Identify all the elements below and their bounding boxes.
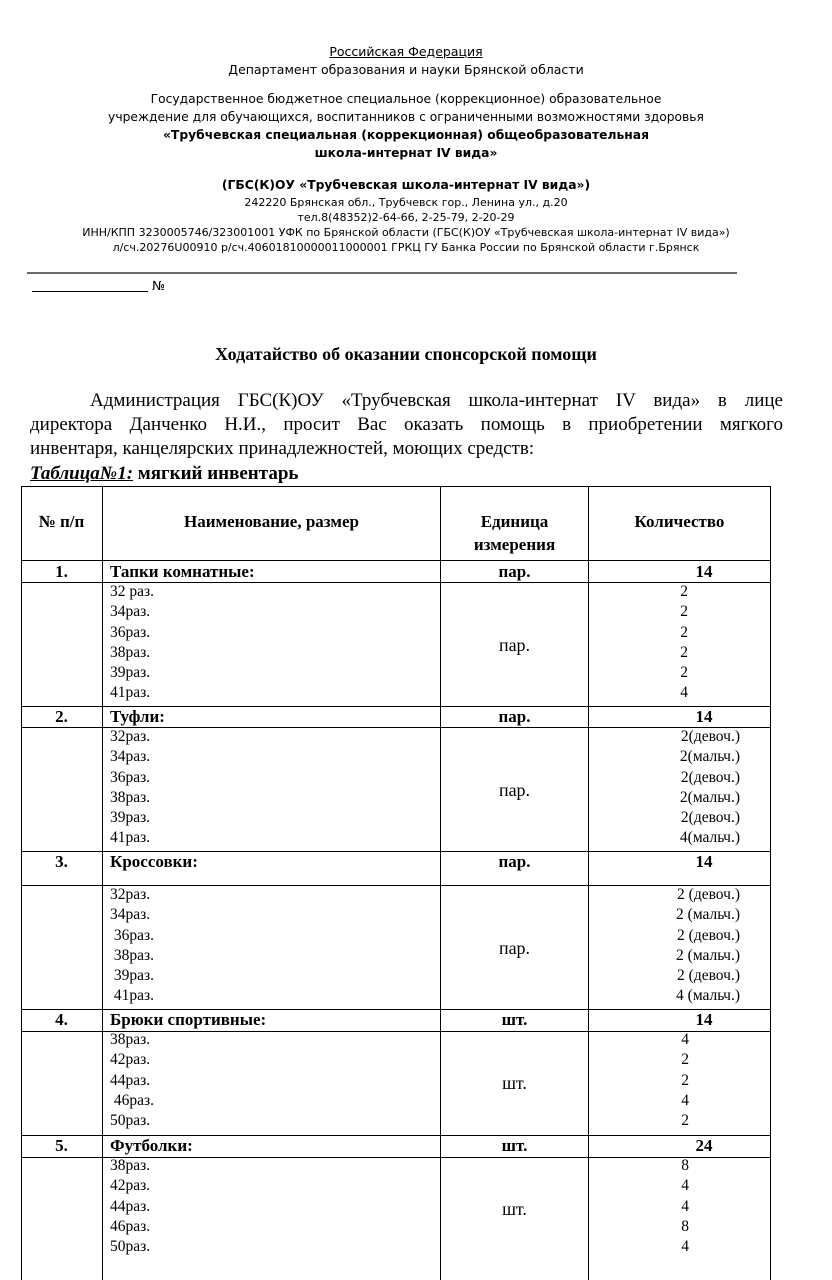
letterhead-school-name-line1: «Трубчевская специальная (коррекционная) общеобразовательная xyxy=(162,128,649,142)
size-list xyxy=(110,1030,440,1131)
size-item: 44раз. xyxy=(110,1197,151,1215)
group-number: 3. xyxy=(55,852,68,871)
table-caption-label: Таблица№1: xyxy=(30,463,134,484)
group-unit: пар. xyxy=(498,562,531,581)
size-item: 38раз. xyxy=(110,643,151,661)
letterhead-phones: тел.8(48352)2-64-66, 2-25-79, 2-20-29 xyxy=(297,211,515,224)
group-unit: шт. xyxy=(501,1010,528,1029)
quantity-item: 4 xyxy=(681,1091,689,1109)
quantity-item: 2 (девоч.) xyxy=(677,886,740,903)
size-item: 39раз. xyxy=(110,664,151,682)
quantity-list xyxy=(589,1156,689,1257)
letterhead-institution-line1: Государственное бюджетное специальное (коррекционное) образовательное xyxy=(150,92,662,106)
quantity-item: 2 xyxy=(680,643,688,661)
size-item: 34раз. xyxy=(110,906,151,924)
group-unit: пар. xyxy=(498,852,531,871)
quantity-item: 4 xyxy=(681,1177,689,1195)
letterhead-department: Департамент образования и науки Брянской области xyxy=(228,62,584,77)
quantity-list xyxy=(589,582,688,704)
detail-unit: шт. xyxy=(502,1199,527,1219)
group-total: 24 xyxy=(695,1136,713,1155)
quantity-list xyxy=(589,727,740,849)
quantity-item: 2(девоч.) xyxy=(680,768,740,786)
detail-unit: шт. xyxy=(502,1073,527,1093)
table-border-left xyxy=(21,486,22,1280)
group-number: 2. xyxy=(55,707,68,726)
quantity-item: 2(мальч.) xyxy=(679,788,740,806)
table-caption-text: мягкий инвентарь xyxy=(133,463,299,484)
quantity-item: 2 (девоч.) xyxy=(677,967,740,985)
size-item: 42раз. xyxy=(110,1051,151,1069)
size-item: 36раз. xyxy=(110,768,151,786)
size-item: 39раз. xyxy=(110,967,155,985)
quantity-list xyxy=(589,885,740,1007)
table-caption xyxy=(30,463,298,485)
size-item: 32 раз. xyxy=(110,583,155,600)
size-item: 32раз. xyxy=(110,728,151,745)
detail-unit: пар. xyxy=(498,779,531,800)
letterhead-short-name: (ГБС(К)ОУ «Трубчевская школа-интернат IV вида») xyxy=(221,178,591,192)
quantity-item: 2 xyxy=(681,1071,689,1089)
quantity-item: 2 (мальч.) xyxy=(676,946,740,964)
quantity-item: 2 xyxy=(681,1051,689,1069)
inventory-table xyxy=(21,486,771,1280)
size-list xyxy=(110,885,440,1007)
quantity-item: 2 xyxy=(681,1112,689,1130)
size-item: 34раз. xyxy=(110,748,151,766)
quantity-list xyxy=(589,1030,689,1131)
detail-unit: пар. xyxy=(498,937,531,958)
quantity-item: 4 xyxy=(681,1197,689,1215)
quantity-item: 2 (мальч.) xyxy=(676,906,740,924)
header-unit-line1: Единица xyxy=(480,512,549,531)
size-item: 41раз. xyxy=(110,829,151,847)
size-list xyxy=(110,582,440,704)
letterhead-address: 242220 Брянская обл., Трубчевск гор., Ленина ул., д.20 xyxy=(244,196,568,209)
letterhead-divider xyxy=(27,272,737,274)
header-num: № п/п xyxy=(38,512,85,531)
table-col-divider-num xyxy=(102,486,103,1280)
size-list xyxy=(110,1156,440,1257)
size-item: 46раз. xyxy=(110,1217,151,1235)
quantity-item: 8 xyxy=(681,1157,689,1174)
quantity-item: 2 (девоч.) xyxy=(677,926,740,944)
group-unit: шт. xyxy=(501,1136,528,1155)
size-item: 38раз. xyxy=(110,1157,151,1174)
quantity-item: 2 xyxy=(680,583,688,600)
header-name: Наименование, размер xyxy=(184,512,359,531)
quantity-item: 4(мальч.) xyxy=(679,829,740,847)
quantity-item: 2 xyxy=(680,603,688,621)
group-total: 14 xyxy=(695,852,713,871)
group-total: 14 xyxy=(695,562,713,581)
size-item: 38раз. xyxy=(110,946,155,964)
document-title: Ходатайство об оказании спонсорской помощи xyxy=(215,344,597,364)
size-item: 36раз. xyxy=(110,623,151,641)
letterhead-account-line: л/сч.20276U00910 р/сч.40601810000011000001 ГРКЦ ГУ Банка России по Брянской области г.Брянск xyxy=(112,241,700,254)
table-border-right xyxy=(770,486,771,1280)
quantity-item: 2 xyxy=(680,664,688,682)
size-item: 39раз. xyxy=(110,809,151,827)
table-row-divider xyxy=(21,560,771,561)
group-unit: пар. xyxy=(498,707,531,726)
body-line-1: Администрация ГБС(К)ОУ «Трубчевская школа-интернат IV вида» в лице xyxy=(90,390,783,411)
detail-unit: пар. xyxy=(498,634,531,655)
quantity-item: 2(девоч.) xyxy=(680,809,740,827)
letterhead-school-name-line2: школа-интернат IV вида» xyxy=(314,146,498,160)
quantity-item: 4 xyxy=(681,1031,689,1048)
size-item: 42раз. xyxy=(110,1177,151,1195)
size-item: 46раз. xyxy=(110,1091,155,1109)
size-item: 36раз. xyxy=(110,926,155,944)
header-qty: Количество xyxy=(634,512,725,531)
group-name: Тапки комнатные: xyxy=(110,562,255,581)
size-item: 34раз. xyxy=(110,603,151,621)
quantity-item: 2 xyxy=(680,623,688,641)
size-item: 32раз. xyxy=(110,886,151,903)
header-unit-line2: измерения xyxy=(473,535,556,554)
group-name: Футболки: xyxy=(110,1136,193,1155)
body-line-2: директора Данченко Н.И., просит Вас оказать помощь в приобретении мягкого xyxy=(30,414,783,435)
reference-number-label: № xyxy=(152,278,166,293)
quantity-item: 4 xyxy=(680,684,688,702)
quantity-item: 4 (мальч.) xyxy=(676,987,740,1005)
group-number: 1. xyxy=(55,562,68,581)
header-unit xyxy=(441,510,588,556)
group-name: Туфли: xyxy=(110,707,165,726)
group-name: Кроссовки: xyxy=(110,852,198,871)
group-total: 14 xyxy=(695,1010,713,1029)
size-item: 38раз. xyxy=(110,1031,151,1048)
letterhead-country: Российская Федерация xyxy=(329,44,483,59)
group-total: 14 xyxy=(695,707,713,726)
size-item: 38раз. xyxy=(110,788,151,806)
group-name: Брюки спортивные: xyxy=(110,1010,267,1029)
document-body xyxy=(30,389,783,461)
size-item: 44раз. xyxy=(110,1071,151,1089)
quantity-item: 2(мальч.) xyxy=(679,748,740,766)
group-number: 4. xyxy=(55,1010,68,1029)
size-list xyxy=(110,727,440,849)
body-line-3: инвентаря, канцелярских принадлежностей, моющих средств: xyxy=(30,438,535,459)
table-border-top xyxy=(21,486,771,487)
reference-date-blank xyxy=(32,291,148,292)
letterhead-institution-line2: учреждение для обучающихся, воспитанников с ограниченными возможностями здоровья xyxy=(108,110,704,124)
quantity-item: 2(девоч.) xyxy=(680,728,740,745)
size-item: 50раз. xyxy=(110,1112,151,1130)
letterhead-inn-line: ИНН/КПП 3230005746/323001001 УФК по Брянской области (ГБС(К)ОУ «Трубчевская школа-интернат IV вида») xyxy=(82,226,730,239)
quantity-item: 8 xyxy=(681,1217,689,1235)
group-number: 5. xyxy=(55,1136,68,1155)
size-item: 50раз. xyxy=(110,1238,151,1256)
size-item: 41раз. xyxy=(110,684,151,702)
quantity-item: 4 xyxy=(681,1238,689,1256)
size-item: 41раз. xyxy=(110,987,155,1005)
